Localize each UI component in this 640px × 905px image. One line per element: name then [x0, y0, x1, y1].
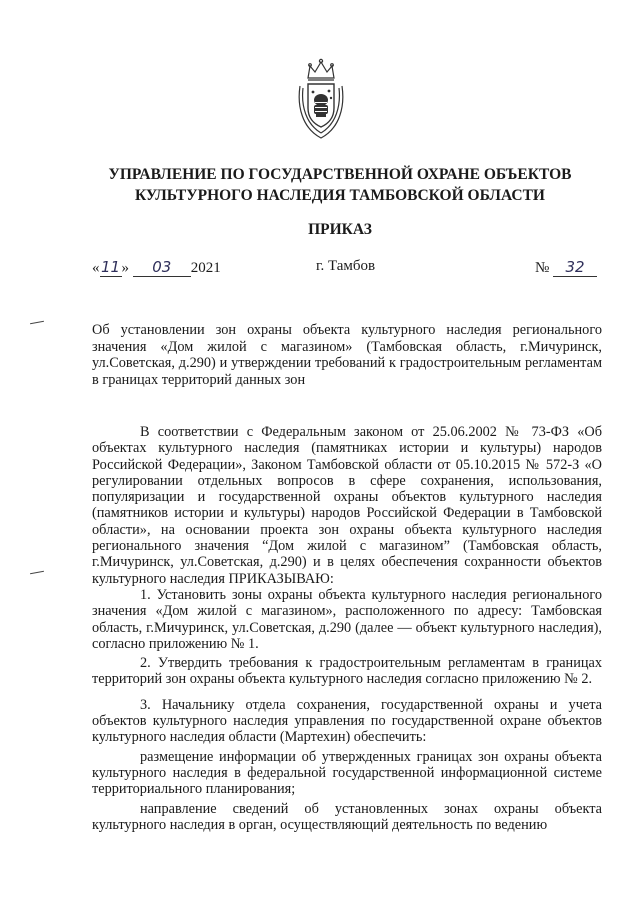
order-body	[92, 424, 602, 833]
paragraph-item-3: 3. Начальнику отдела сохранения, государственной охраны и учета объектов культурного наследия управления по государственной охране объектов культурного наследия области (Мартехин) обеспечить:	[92, 696, 602, 746]
dash-mark-icon	[30, 321, 44, 324]
date-close-quote: »	[121, 260, 129, 276]
paragraph-item-1: 1. Установить зоны охраны объекта культурного наследия регионального значения «Дом жилой с магазином», расположенного по адресу: Тамбовская область, г.Мичуринск, ул.Советская, д.290 (далее — объект культурного наследия), согласно приложению № 1.	[92, 586, 602, 652]
dash-mark-icon	[30, 571, 44, 574]
paragraph-subitem-2: направление сведений об установленных зонах охраны объекта культурного наследия в орган, осуществляющий деятельность по ведению	[92, 800, 602, 833]
paragraph-preamble: В соответствии с Федеральным законом от 25.06.2002 № 73-ФЗ «Об объектах культурного наследия (памятниках истории и культуры) народов Российской Федерации», Законом Тамбовской области от 05.10.2015 № 572-З «О регулировании отдельных вопросов в сфере сохранения, использования, популяризации и государственной охраны объектов культурного наследия (памятников истории и культуры) народов Российской Федерации в Тамбовской области», на основании проекта зон охраны объекта культурного наследия регионального значения “Дом жилой с магазином” (Тамбовская область, г.Мичуринск, ул.Советская, д.290) и в целях обеспечения сохранности объектов культурного наследия ПРИКАЗЫВАЮ:	[92, 424, 602, 587]
order-title: ПРИКАЗ	[308, 221, 372, 238]
order-number	[535, 258, 597, 277]
date-day: 11	[100, 258, 121, 276]
number-value: 32	[553, 258, 597, 277]
order-city: г. Тамбов	[316, 258, 376, 274]
number-label: №	[534, 260, 550, 276]
order-date	[92, 258, 221, 277]
date-open-quote: «	[92, 260, 100, 276]
issuer-heading-line-2: КУЛЬТУРНОГО НАСЛЕДИЯ ТАМБОВСКОЙ ОБЛАСТИ	[135, 187, 545, 204]
coat-of-arms-icon	[296, 56, 346, 142]
date-row	[92, 258, 597, 282]
paragraph-subitem-1: размещение информации об утвержденных границах зон охраны объекта культурного наследия в федеральной государственной информационной системе территориального планирования;	[92, 748, 602, 798]
paragraph-item-2: 2. Утвердить требования к градостроительным регламентам в границах территорий зон охраны объекта культурного наследия согласно приложению № 2.	[92, 655, 602, 688]
issuer-heading-line-1: УПРАВЛЕНИЕ ПО ГОСУДАРСТВЕННОЙ ОХРАНЕ ОБЪЕКТОВ	[108, 166, 572, 183]
order-subject: Об установлении зон охраны объекта культурного наследия регионального значения «Дом жилой с магазином» (Тамбовская область, г.Мичуринск, ул.Советская, д.290) и утверждении требований к градостроительным регламентам в границах территорий данных зон	[92, 322, 602, 388]
date-month: 03	[133, 258, 191, 277]
issuer-heading	[60, 164, 620, 206]
date-year: 2021	[190, 260, 221, 276]
